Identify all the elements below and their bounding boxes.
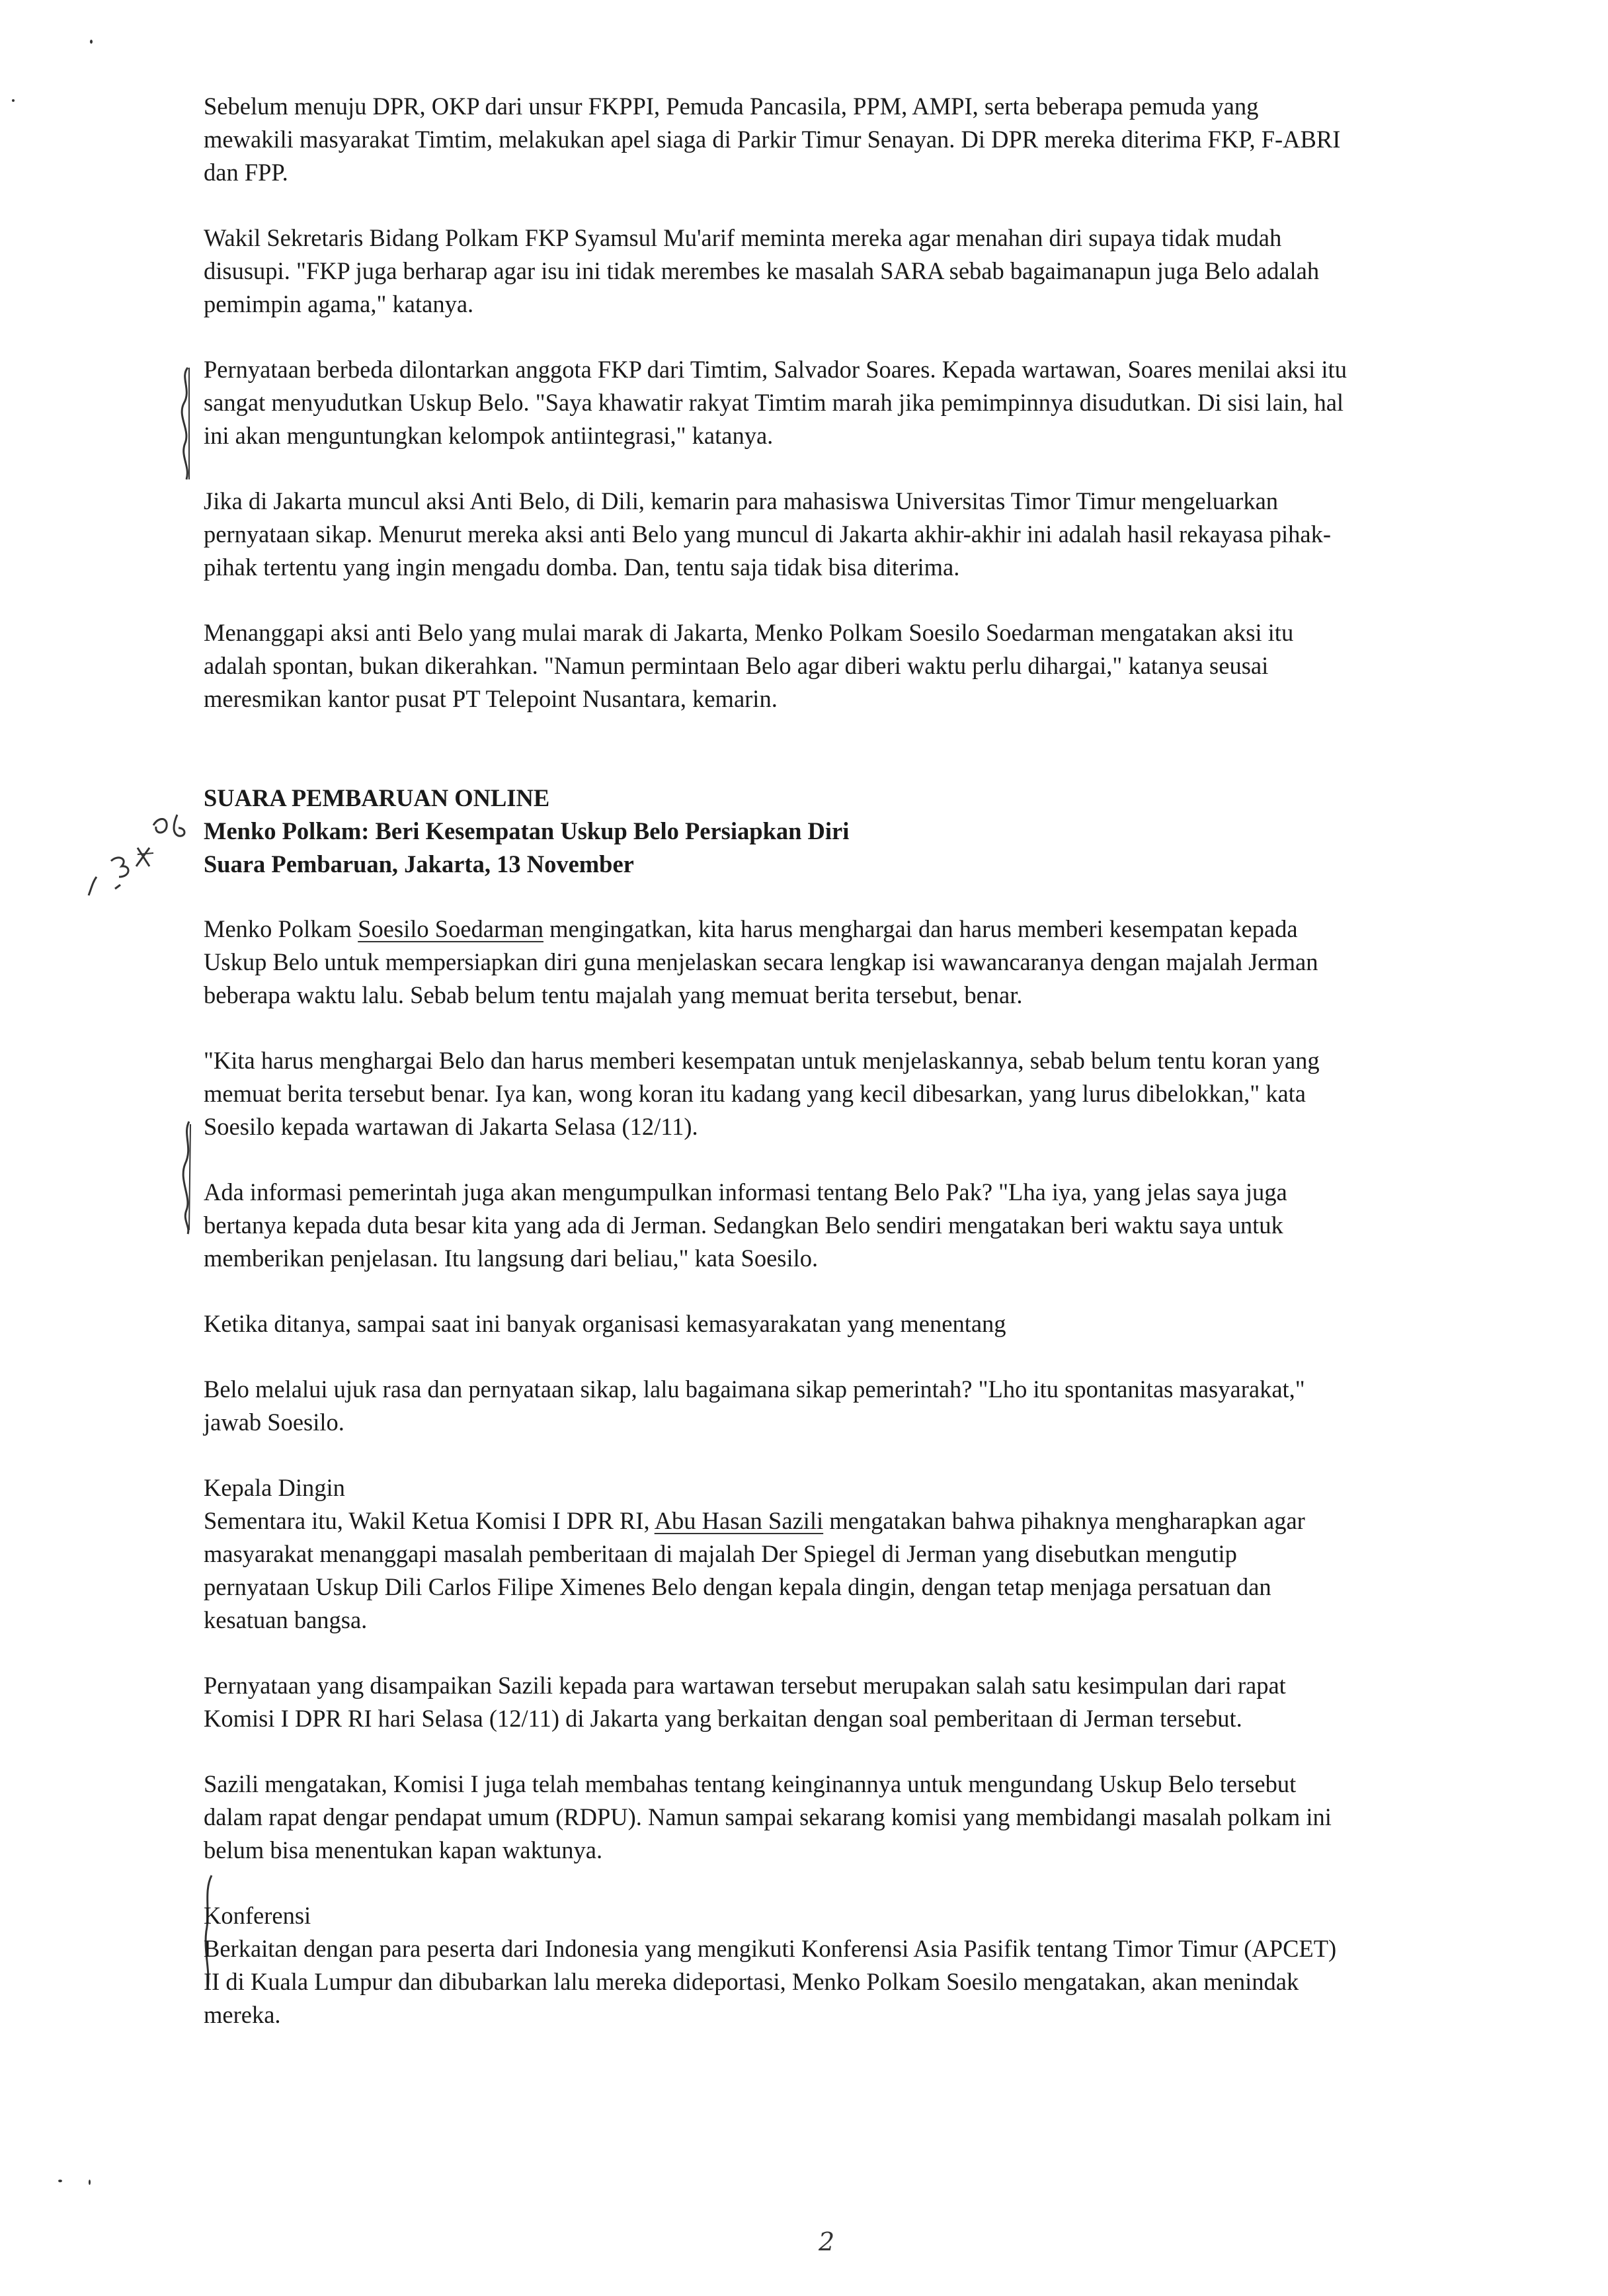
paragraph: Pernyataan yang disampaikan Sazili kepada para wartawan tersebut merupakan salah satu kesimpulan dari rapat Komisi I DPR RI hari Selasa (12/11) di Jakarta yang berkaitan dengan soal pemberitaan di Jerman tersebut. xyxy=(204,1672,1286,1732)
paragraph: Ketika ditanya, sampai saat ini banyak organisasi kemasyarakatan yang menentang xyxy=(204,1310,1006,1337)
underlined-name: Abu Hasan Sazili xyxy=(654,1507,824,1534)
source-name: SUARA PEMBARUAN ONLINE xyxy=(204,784,550,811)
paragraph: "Kita harus menghargai Belo dan harus memberi kesempatan untuk menjelaskannya, sebab belum tentu koran yang memuat berita tersebut benar. Iya kan, wong koran itu kadang yang kecil dibesarkan, yang lurus dibelokkan," kata Soesilo kepada wartawan di Jakarta Selasa (12/11). xyxy=(204,1047,1320,1140)
paragraph xyxy=(204,1504,1347,1637)
underlined-name: Soesilo Soedarman xyxy=(358,915,543,942)
paragraph: Jika di Jakarta muncul aksi Anti Belo, di Dili, kemarin para mahasiswa Universitas Timor Timur mengeluarkan pernyataan sikap. Menurut mereka aksi anti Belo yang muncul di Jakarta akhir-akhir ini adalah hasil rekayasa pihak-pihak tertentu yang ingin mengadu domba. Dan, tentu saja tidak bisa diterima. xyxy=(204,487,1332,581)
paragraph: Belo melalui ujuk rasa dan pernyataan sikap, lalu bagaimana sikap pemerintah? "Lho itu spontanitas masyarakat," jawab Soesilo. xyxy=(204,1375,1305,1436)
text-run: mengingatkan, kita harus menghargai dan harus memberi kesempatan kepada Uskup Belo untuk mempersiapkan diri guna menjelaskan secara lengkap isi wawancaranya dengan majalah Jerman beberapa waktu lalu. Sebab belum tentu majalah yang memuat berita tersebut, benar. xyxy=(204,915,1318,1008)
paragraph xyxy=(204,913,1347,1012)
paragraph: Pernyataan berbeda dilontarkan anggota FKP dari Timtim, Salvador Soares. Kepada wartawan, Soares menilai aksi itu sangat menyudutkan Uskup Belo. "Saya khawatir rakyat Timtim marah jika pemimpinnya disudutkan. Di sisi lain, hal ini akan menguntungkan kelompok antiintegrasi," katanya. xyxy=(204,356,1347,449)
paragraph: Menanggapi aksi anti Belo yang mulai marak di Jakarta, Menko Polkam Soesilo Soedarman mengatakan aksi itu adalah spontan, bukan dikerahkan. "Namun permintaan Belo agar diberi waktu perlu dihargai," katanya seusai meresmikan kantor pusat PT Telepoint Nusantara, kemarin. xyxy=(204,619,1294,712)
scan-speck xyxy=(12,99,15,102)
article-title: Menko Polkam: Beri Kesempatan Uskup Belo Persiapkan Diri xyxy=(204,817,850,844)
article-dateline: Suara Pembaruan, Jakarta, 13 November xyxy=(204,850,634,878)
text-run: Sementara itu, Wakil Ketua Komisi I DPR RI, xyxy=(204,1507,655,1534)
scan-speck xyxy=(58,2180,62,2182)
text-run: Menko Polkam xyxy=(204,915,358,942)
paragraph: Wakil Sekretaris Bidang Polkam FKP Syamsul Mu'arif meminta mereka agar menahan diri supaya tidak mudah disusupi. "FKP juga berharap agar isu ini tidak merembes ke masalah SARA sebab bagaimanapun juga Belo adalah pemimpin agama," katanya. xyxy=(204,224,1320,317)
page-number: 2 xyxy=(819,2227,835,2256)
paragraph: Sebelum menuju DPR, OKP dari unsur FKPPI, Pemuda Pancasila, PPM, AMPI, serta beberapa pemuda yang mewakili masyarakat Timtim, melakukan apel siaga di Parkir Timur Senayan. Di DPR mereka diterima FKP, F-ABRI dan FPP. xyxy=(204,93,1341,186)
scan-speck xyxy=(90,40,93,44)
handwritten-date-annotation xyxy=(81,811,206,910)
margin-bracket-mark xyxy=(173,1118,200,1237)
paragraph: Ada informasi pemerintah juga akan mengumpulkan informasi tentang Belo Pak? "Lha iya, yang jelas saya juga bertanya kepada duta besar kita yang ada di Jerman. Sedangkan Belo sendiri mengatakan beri waktu saya untuk memberikan penjelasan. Itu langsung dari beliau," kata Soesilo. xyxy=(204,1178,1287,1272)
paragraph: Berkaitan dengan para peserta dari Indonesia yang mengikuti Konferensi Asia Pasifik tentang Timor Timur (APCET) II di Kuala Lumpur dan dibubarkan lalu mereka dideportasi, Menko Polkam Soesilo mengatakan, akan menindak mereka. xyxy=(204,1935,1337,2028)
paragraph: Sazili mengatakan, Komisi I juga telah membahas tentang keinginannya untuk mengundang Uskup Belo tersebut dalam rapat dengar pendapat umum (RDPU). Namun sampai sekarang komisi yang membidangi masalah polkam ini belum bisa menentukan kapan waktunya. xyxy=(204,1770,1332,1864)
text-run: mengatakan bahwa pihaknya mengharapkan agar masyarakat menanggapi masalah pemberitaan di majalah Der Spiegel di Jerman yang disebutkan mengutip pernyataan Uskup Dili Carlos Filipe Ximenes Belo dengan kepala dingin, dengan tetap menjaga persatuan dan kesatuan bangsa. xyxy=(204,1507,1305,1633)
section-subheading: Kepala Dingin xyxy=(204,1474,345,1501)
article-header xyxy=(204,782,1347,881)
margin-bracket-mark xyxy=(173,364,200,483)
section-subheading: Konferensi xyxy=(204,1902,311,1929)
document-body xyxy=(204,90,1347,2031)
scan-speck xyxy=(89,2180,91,2185)
